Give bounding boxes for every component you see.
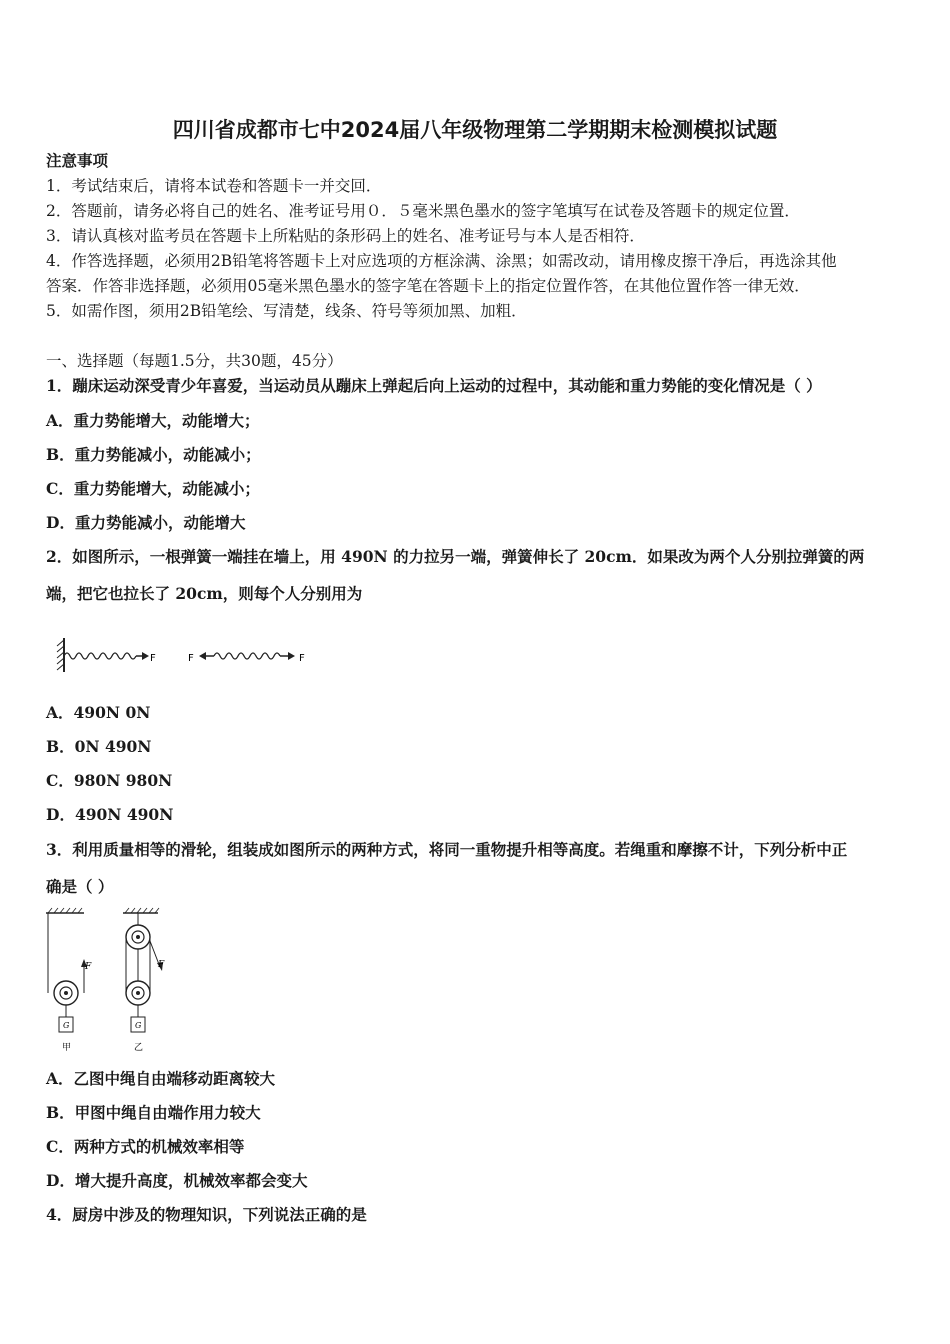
caption-a: 甲 — [62, 1043, 72, 1053]
spring-coil-left — [64, 653, 136, 659]
force-label-left: F — [150, 653, 156, 664]
pulley-figure — [38, 905, 188, 1055]
force-arrow-left-head — [142, 652, 149, 660]
spring-coil-right — [214, 653, 280, 659]
question-1-option-b: B．重力势能减小，动能减小； — [46, 445, 261, 464]
question-3-stem-line2: 确是（ ） — [46, 877, 114, 896]
weight-label-b: G — [135, 1021, 142, 1030]
pulley-diagram — [38, 905, 188, 1055]
question-3-option-b: B．甲图中绳自由端作用力较大 — [46, 1103, 261, 1122]
question-1-option-c: C．重力势能增大，动能减小； — [46, 479, 260, 498]
weight-label-a: G — [63, 1021, 70, 1030]
force-arrow-mid-head — [199, 652, 206, 660]
force-label-a: F — [85, 962, 92, 972]
question-2-stem-line1: 2．如图所示，一根弹簧一端挂在墙上，用 490N 的力拉另一端，弹簧伸长了 20cm．如果改为两个人分别拉弹簧的两 — [46, 547, 865, 566]
force-label-right: F — [299, 653, 305, 664]
question-3-option-d: D．增大提升高度，机械效率都会变大 — [46, 1171, 308, 1190]
force-arrow-right-head — [288, 652, 295, 660]
question-3-option-a: A．乙图中绳自由端移动距离较大 — [46, 1069, 276, 1088]
notice-item: 4．作答选择题，必须用2B铅笔将答题卡上对应选项的方框涂满、涂黑；如需改动，请用橡皮擦干净后，再选涂其他 — [46, 252, 837, 270]
pulley-system-a — [46, 908, 92, 1053]
notice-heading: 注意事项 — [46, 151, 109, 170]
question-4-stem: 4．厨房中涉及的物理知识，下列说法正确的是 — [46, 1205, 367, 1224]
question-1-option-a: A．重力势能增大，动能增大； — [46, 411, 260, 430]
question-1-stem: 1．蹦床运动深受青少年喜爱，当运动员从蹦床上弹起后向上运动的过程中，其动能和重力势能的变化情况是（ ） — [46, 376, 822, 395]
question-3-stem-line1: 3．利用质量相等的滑轮，组装成如图所示的两种方式，将同一重物提升相等高度。若绳重和摩擦不计，下列分析中正 — [46, 840, 848, 859]
force-label-mid: F — [188, 653, 194, 664]
question-2-stem-line2: 端，把它也拉长了 20cm，则每个人分别用为 — [46, 584, 363, 603]
force-label-b: F — [158, 960, 165, 970]
question-1-option-d: D．重力势能减小，动能增大 — [46, 513, 246, 532]
notice-item: 2．答题前，请务必将自己的姓名、准考证号用０．５毫米黑色墨水的签字笔填写在试卷及答题卡的规定位置． — [46, 202, 800, 220]
section-heading: 一、选择题（每题1.5分，共30题，45分） — [46, 352, 343, 370]
question-3-option-c: C．两种方式的机械效率相等 — [46, 1137, 245, 1156]
caption-b: 乙 — [134, 1043, 144, 1053]
page-title: 四川省成都市七中2024届八年级物理第二学期期末检测模拟试题 — [172, 118, 778, 142]
notice-item: 3．请认真核对监考员在答题卡上所粘贴的条形码上的姓名、准考证号与本人是否相符． — [46, 227, 645, 245]
pulley-system-b — [123, 908, 165, 1053]
question-2-option-a: A．490N 0N — [46, 703, 151, 722]
wall-hatching — [57, 640, 64, 670]
question-2-option-c: C．980N 980N — [46, 771, 173, 790]
spring-figure — [50, 630, 320, 680]
spring-diagram — [50, 630, 320, 680]
notice-item: 答案．作答非选择题，必须用05毫米黑色墨水的签字笔在答题卡上的指定位置作答，在其他位置作答一律无效． — [46, 277, 810, 295]
question-2-option-d: D．490N 490N — [46, 805, 174, 824]
notice-item: 1．考试结束后，请将本试卷和答题卡一并交回． — [46, 177, 382, 195]
question-2-option-b: B．0N 490N — [46, 737, 152, 756]
notice-item: 5．如需作图，须用2B铅笔绘、写清楚，线条、符号等须加黑、加粗． — [46, 302, 527, 320]
